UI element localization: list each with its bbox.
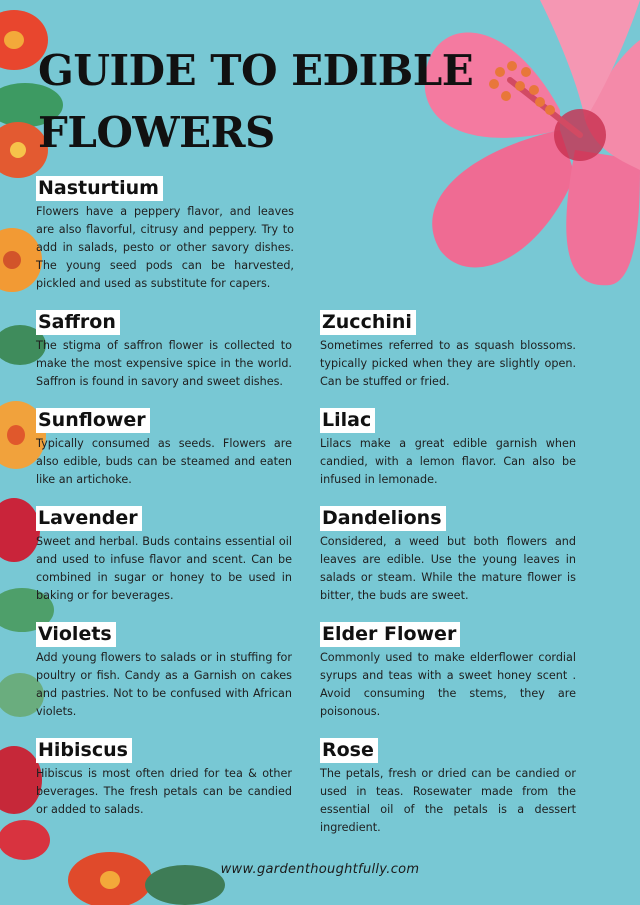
entry-heading: Zucchini	[320, 310, 416, 335]
entry-violets	[36, 622, 292, 721]
entry-rose	[320, 738, 576, 837]
entry-heading: Violets	[36, 622, 116, 647]
entry-description: Commonly used to make elderflower cordial syrups and teas with a sweet honey scent . Avoid consuming the stems, they are poisonous.	[320, 651, 576, 718]
entry-hibiscus	[36, 738, 292, 819]
entry-description: Add young flowers to salads or in stuffing for poultry or fish. Candy as a Garnish on cakes and pastries. Not to be confused with African violets.	[36, 651, 292, 718]
entry-description: Sometimes referred to as squash blossoms. typically picked when they are slightly open. Can be stuffed or fried.	[320, 339, 576, 388]
entry-heading: Rose	[320, 738, 378, 763]
entry-description: The stigma of saffron flower is collected to make the most expensive spice in the world. Saffron is found in savory and sweet dishes.	[36, 339, 292, 388]
entry-zucchini	[320, 310, 576, 391]
entry-heading: Elder Flower	[320, 622, 460, 647]
entry-saffron	[36, 310, 292, 391]
entry-sunflower	[36, 408, 292, 489]
entry-heading: Lilac	[320, 408, 375, 433]
entry-description: Flowers have a peppery flavor, and leaves are also flavorful, citrusy and peppery. Try to add in salads, pesto or other savory dishes. The young seed pods can be harvested, pickled and used as substitute for capers.	[36, 205, 294, 290]
entry-elder-flower	[320, 622, 576, 721]
entry-nasturtium	[36, 176, 294, 293]
entry-description: Lilacs make a great edible garnish when candied, with a lemon flavor. Can also be infused in lemonade.	[320, 437, 576, 486]
website-link[interactable]: www.gardenthoughtfully.com	[220, 862, 420, 877]
entry-description: Considered, a weed but both flowers and leaves are edible. Use the young leaves in salads or steam. While the mature flower is bitter, the buds are sweet.	[320, 535, 576, 602]
entry-heading: Hibiscus	[36, 738, 132, 763]
entry-heading: Saffron	[36, 310, 120, 335]
entry-dandelions	[320, 506, 576, 605]
entry-description: Typically consumed as seeds. Flowers are also edible, buds can be steamed and eaten like an artichoke.	[36, 437, 292, 486]
entry-heading: Sunflower	[36, 408, 150, 433]
entry-heading: Dandelions	[320, 506, 446, 531]
entry-description: Sweet and herbal. Buds contains essential oil and used to infuse flavor and scent. Can be combined in sugar or honey to be used in baking or for beverages.	[36, 535, 292, 602]
page-title: GUIDE TO EDIBLE FLOWERS	[38, 46, 474, 157]
entry-description: The petals, fresh or dried can be candied or used in teas. Rosewater made from the essential oil of the petals is a dessert ingredient.	[320, 767, 576, 834]
entry-heading: Nasturtium	[36, 176, 163, 201]
entry-lilac	[320, 408, 576, 489]
entry-heading: Lavender	[36, 506, 142, 531]
entry-description: Hibiscus is most often dried for tea & other beverages. The fresh petals can be candied or added to salads.	[36, 767, 292, 816]
entry-lavender	[36, 506, 292, 605]
